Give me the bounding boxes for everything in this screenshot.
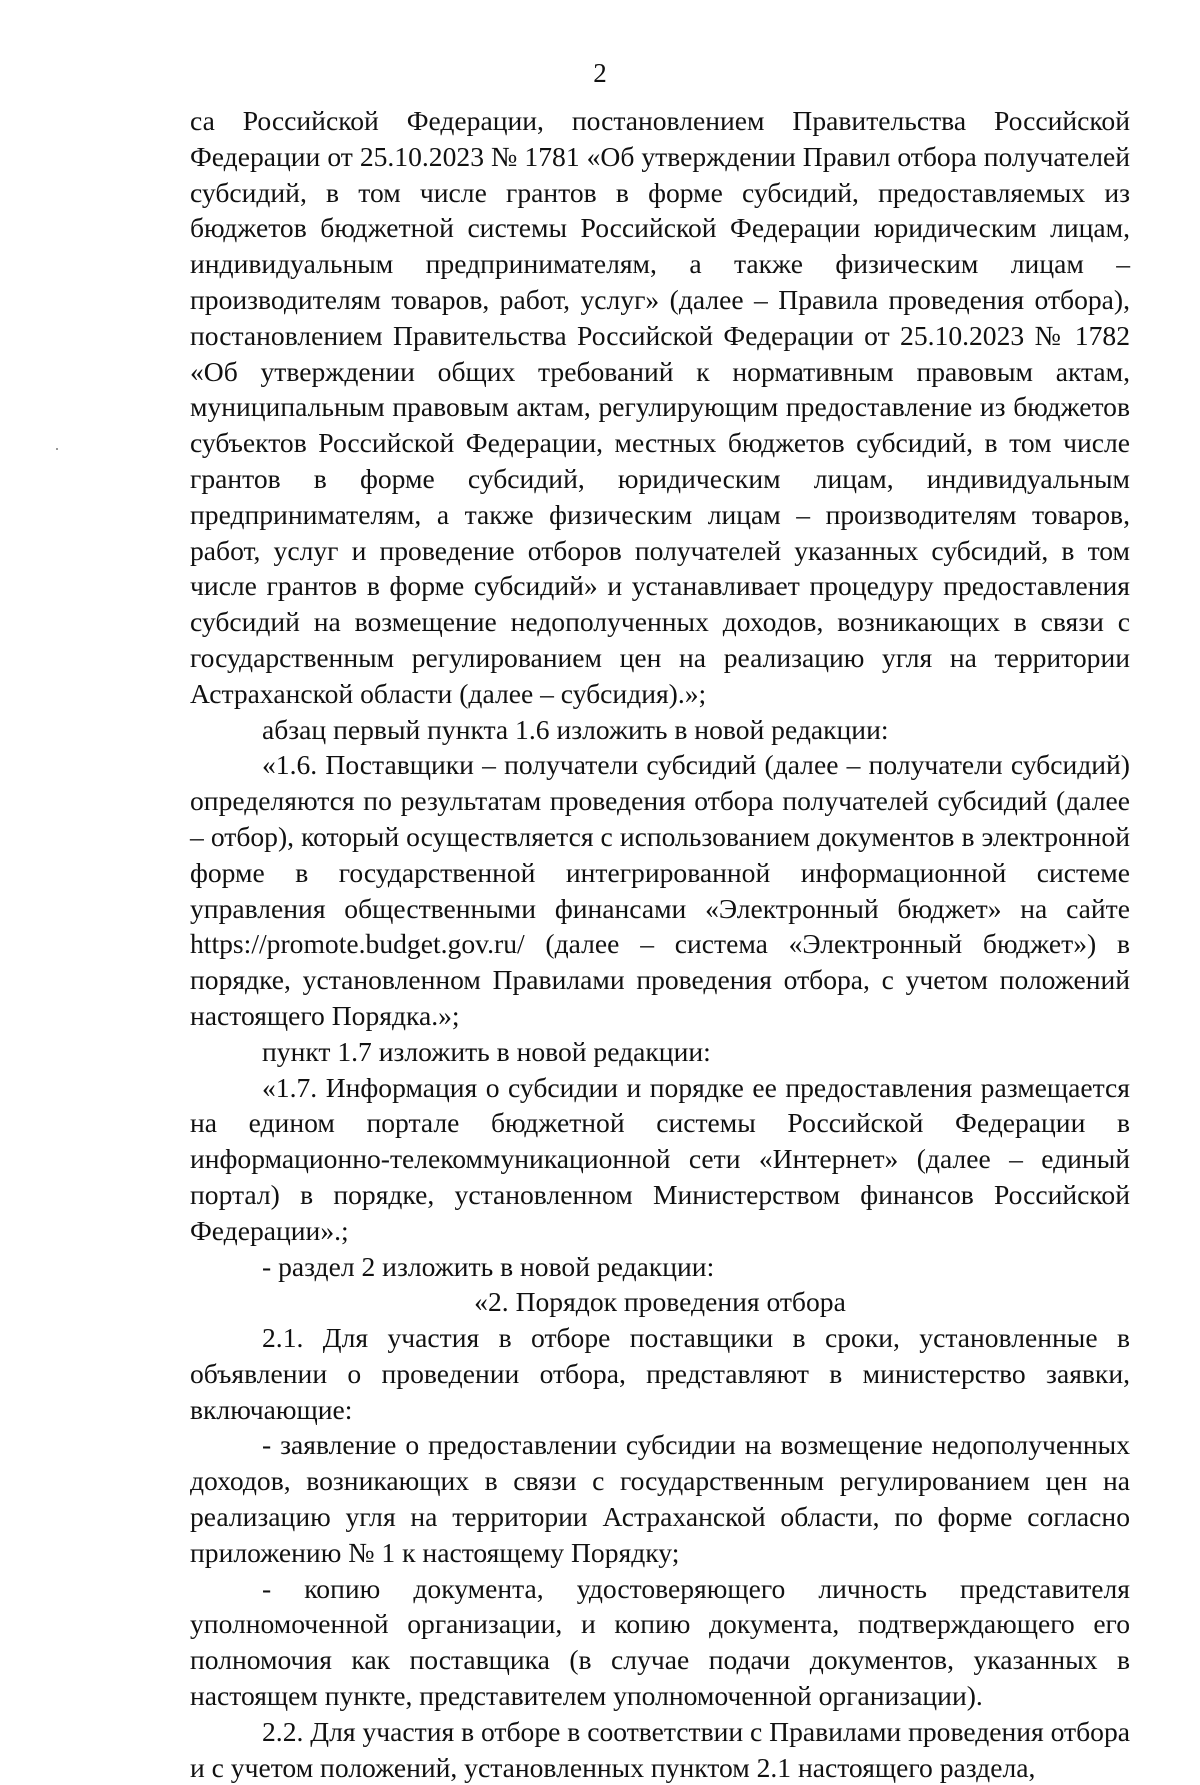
- paragraph: абзац первый пункта 1.6 изложить в новой редакции:: [262, 713, 889, 745]
- list-item: - копию документа, удостоверяющего личность представителя уполномоченной организации, и копию документа, подтверждающего его полномочия как поставщика (в случае подачи документов, указанных в настоящем пункте, представителем уполномоченной организации).: [190, 1572, 1130, 1712]
- paragraph: са Российской Федерации, постановлением Правительства Российской Федерации от 25.10.2023 № 1781 «Об утверждении Правил отбора получателей субсидий, в том числе грантов в форме субсидий, предоставляемых из бюджетов бюджетной системы Российской Федерации юридическим лицам, индивидуальным предпринимателям, а также физическим лицам – производителям товаров, работ, услуг» (далее – Правила проведения отбора), постановлением Правительства Российской Федерации от 25.10.2023 № 1782 «Об утверждении общих требований к нормативным правовым актам, муниципальным правовым актам, регулирующим предоставление из бюджетов субъектов Российской Федерации, местных бюджетов субсидий, в том числе грантов в форме субсидий, юридическим лицам, индивидуальным предпринимателям, а также физическим лицам – производителям товаров, работ, услуг и проведение отборов получателей указанных субсидий, в том числе грантов в форме субсидий» и устанавливает процедуру предоставления субсидий на возмещение недополученных доходов, возникающих в связи с государственным регулированием цен на реализацию угля на территории Астраханской области (далее – субсидия).»;: [190, 105, 1130, 709]
- paragraph: 2.1. Для участия в отборе поставщики в сроки, установленные в объявлении о проведении отбора, представляют в министерство заявки, включающие:: [190, 1322, 1130, 1425]
- scan-speck: [56, 448, 58, 450]
- paragraph: - раздел 2 изложить в новой редакции:: [262, 1250, 715, 1282]
- document-body: [190, 103, 1130, 1785]
- page-number: 2: [593, 58, 607, 88]
- section-heading: «2. Порядок проведения отбора: [474, 1286, 846, 1318]
- list-item: - заявление о предоставлении субсидии на возмещение недополученных доходов, возникающих в связи с государственным регулированием цен на реализацию угля на территории Астраханской области, по форме согласно приложению № 1 к настоящему Порядку;: [190, 1429, 1130, 1568]
- paragraph: «1.6. Поставщики – получатели субсидий (далее – получатели субсидий) определяются по результатам проведения отбора получателей субсидий (далее – отбор), который осуществляется с использованием документов в электронной форме в государственной интегрированной информационной системе управления общественными финансами «Электронный бюджет» на сайте https://promote.budget.gov.ru/ (далее – система «Электронный бюджет») в порядке, установленном Правилами проведения отбора, с учетом положений настоящего Порядка.»;: [190, 749, 1130, 1031]
- paragraph: 2.2. Для участия в отборе в соответствии с Правилами проведения отбора и с учетом положений, установленных пунктом 2.1 настоящего раздела,: [190, 1715, 1130, 1783]
- paragraph: «1.7. Информация о субсидии и порядке ее предоставления размещается на едином портале бюджетной системы Российской Федерации в информационно-телекоммуникационной сети «Интернет» (далее – единый портал) в порядке, установленном Министерством финансов Российской Федерации».;: [190, 1071, 1130, 1246]
- paragraph: пункт 1.7 изложить в новой редакции:: [262, 1035, 711, 1067]
